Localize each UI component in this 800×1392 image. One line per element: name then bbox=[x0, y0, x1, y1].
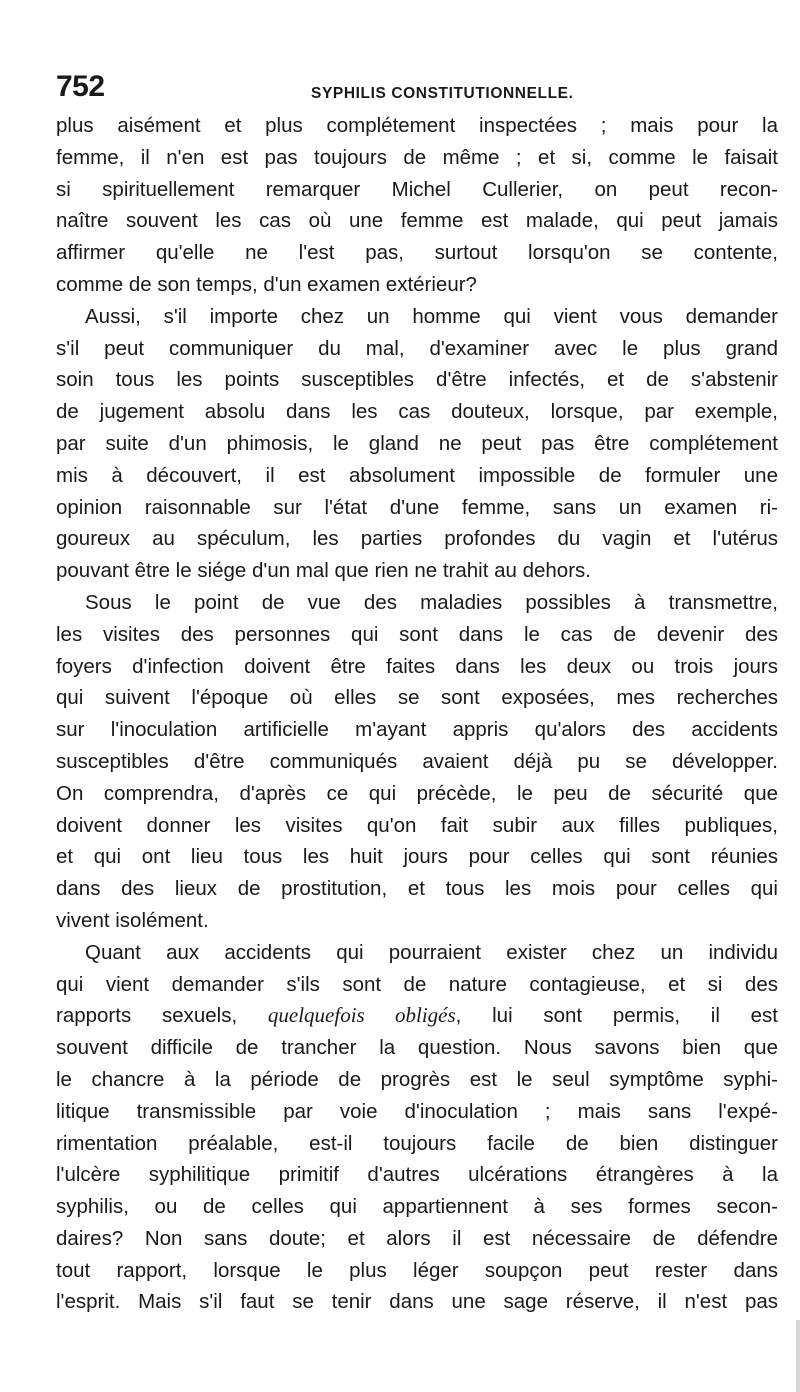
text-line: dans des lieux de prostitution, et tous les mois pour celles qui bbox=[56, 877, 778, 901]
text-line: affirmer qu'elle ne l'est pas, surtout lorsqu'on se contente, bbox=[56, 241, 778, 265]
text-line: soin tous les points susceptibles d'être infectés, et de s'abstenir bbox=[56, 368, 778, 392]
text-line: et qui ont lieu tous les huit jours pour celles qui sont réunies bbox=[56, 845, 778, 869]
running-head: SYPHILIS CONSTITUTIONNELLE. bbox=[311, 85, 574, 102]
text-line: Aussi, s'il importe chez un homme qui vient vous demander bbox=[85, 304, 778, 328]
text-line: syphilis, ou de celles qui appartiennent à ses formes secon- bbox=[56, 1195, 778, 1219]
text-line: si spirituellement remarquer Michel Cullerier, on peut recon- bbox=[56, 177, 778, 201]
page-edge-shadow bbox=[796, 1320, 800, 1392]
text-line: qui suivent l'époque où elles se sont exposées, mes recherches bbox=[56, 686, 778, 710]
page-header bbox=[56, 70, 776, 110]
text-line: mis à découvert, il est absolument impossible de formuler une bbox=[56, 463, 778, 487]
text-line: de jugement absolu dans les cas douteux, lorsque, par exemple, bbox=[56, 400, 778, 424]
text-line: Sous le point de vue des maladies possibles à transmettre, bbox=[85, 590, 778, 614]
italic-phrase: quelquefois obligés bbox=[267, 1003, 456, 1028]
text-line: daires? Non sans doute; et alors il est nécessaire de défendre bbox=[56, 1226, 778, 1250]
text-line: On comprendra, d'après ce qui précède, le peu de sécurité que bbox=[56, 781, 778, 805]
body-text bbox=[56, 110, 778, 1318]
text-line: par suite d'un phimosis, le gland ne peut pas être complétement bbox=[56, 431, 778, 455]
text-line: vivent isolément. bbox=[56, 908, 209, 932]
text-line-with-italic bbox=[56, 1000, 778, 1032]
text-line: susceptibles d'être communiqués avaient déjà pu se développer. bbox=[56, 749, 778, 773]
text-line: souvent difficile de trancher la question. Nous savons bien que bbox=[56, 1036, 778, 1060]
text-line: foyers d'infection doivent être faites dans les deux ou trois jours bbox=[56, 654, 778, 678]
page-number: 752 bbox=[56, 70, 105, 103]
text-line: Quant aux accidents qui pourraient exister chez un individu bbox=[85, 940, 778, 964]
text-line: tout rapport, lorsque le plus léger soupçon peut rester dans bbox=[56, 1258, 778, 1282]
text-line: opinion raisonnable sur l'état d'une femme, sans un examen ri- bbox=[56, 495, 778, 519]
text-line: l'ulcère syphilitique primitif d'autres ulcérations étrangères à la bbox=[56, 1163, 778, 1187]
text-line: femme, il n'en est pas toujours de même ; et si, comme le faisait bbox=[56, 145, 778, 169]
text-line: sur l'inoculation artificielle m'ayant appris qu'alors des accidents bbox=[56, 718, 778, 742]
text-line: pouvant être le siége d'un mal que rien ne trahit au dehors. bbox=[56, 559, 591, 583]
text-line: s'il peut communiquer du mal, d'examiner avec le plus grand bbox=[56, 336, 778, 360]
text-line: rimentation préalable, est-il toujours facile de bien distinguer bbox=[56, 1131, 778, 1155]
text-line: comme de son temps, d'un examen extérieur? bbox=[56, 272, 477, 296]
text-line: qui vient demander s'ils sont de nature contagieuse, et si des bbox=[56, 972, 778, 996]
text-line: l'esprit. Mais s'il faut se tenir dans une sage réserve, il n'est pas bbox=[56, 1290, 778, 1314]
text-line: goureux au spéculum, les parties profondes du vagin et l'utérus bbox=[56, 527, 778, 551]
text-line: naître souvent les cas où une femme est malade, qui peut jamais bbox=[56, 209, 778, 233]
text-line: litique transmissible par voie d'inoculation ; mais sans l'expé- bbox=[56, 1099, 778, 1123]
text-segment: rapports sexuels, bbox=[56, 1004, 268, 1028]
text-line: le chancre à la période de progrès est le seul symptôme syphi- bbox=[56, 1067, 778, 1091]
text-segment: , lui sont permis, il est bbox=[455, 1004, 778, 1028]
text-line: les visites des personnes qui sont dans le cas de devenir des bbox=[56, 622, 778, 646]
text-line: plus aisément et plus complétement inspectées ; mais pour la bbox=[56, 114, 778, 137]
text-line: doivent donner les visites qu'on fait subir aux filles publiques, bbox=[56, 813, 778, 837]
